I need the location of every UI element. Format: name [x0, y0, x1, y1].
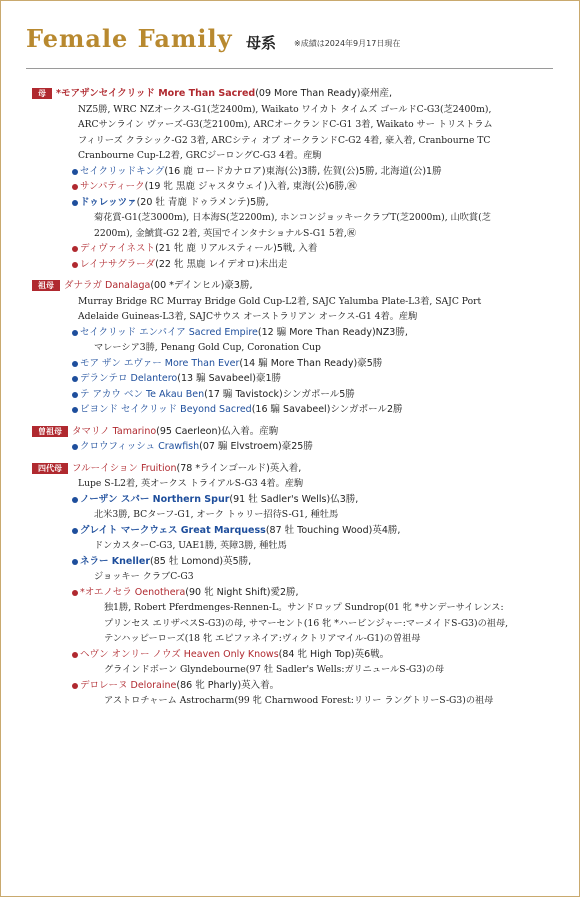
- granddam-heading: [32, 278, 554, 294]
- offspring-name: セイクリッド エンパイア Sacred Empire: [80, 326, 258, 338]
- fourth-dam-info: (78 *ラインゴールド)英入着,: [176, 462, 302, 474]
- offspring-info: (90 牝 Night Shift)愛2勝,: [185, 586, 299, 598]
- offspring-info: (16 騸 Savabeel)シンガポール2勝: [251, 404, 403, 415]
- offspring-info: (13 騸 Savabeel)豪1勝: [177, 373, 281, 384]
- dam-record-line: NZ5勝, WRC NZオークス-G1(芝2400m), Waikato ワイカト タイムズ ゴールドC-G3(芝2400m),: [78, 103, 492, 115]
- offspring-entry: [32, 257, 554, 273]
- offspring-info: (16 鹿 ロードカナロア)東海(公)3勝, 佐賀(公)5勝, 北海道(公)1勝: [164, 165, 442, 177]
- offspring-bullet: [72, 407, 78, 413]
- offspring-name: ネラー Kneller: [80, 555, 151, 567]
- offspring-info: (87 牡 Touching Wood)英4勝,: [265, 524, 401, 536]
- offspring-record-line: ドンカスターC-G3, UAE1勝, 英障3勝, 種牡馬: [94, 540, 287, 551]
- female-family-list: [32, 86, 554, 709]
- offspring-entry: [32, 554, 554, 570]
- granddam-tag: 祖母: [32, 280, 60, 291]
- offspring-record-line: アストロチャーム Astrocharm(99 牝 Charnwood Forest:リリー ラングトリーS-G3)の祖母: [104, 695, 494, 706]
- dam-heading: [32, 86, 554, 102]
- offspring-record-line: 北米3勝, BCターフ-G1, オーク トゥリー招待S-G1, 種牡馬: [94, 509, 339, 520]
- offspring-info: (21 牝 鹿 リアルスティール)5戦, 入着: [155, 243, 318, 254]
- offspring-name: *オエノセラ Oenothera: [80, 586, 186, 598]
- offspring-info: (91 牡 Sadler's Wells)仏3勝,: [229, 493, 359, 505]
- offspring-info: (22 牝 黒鹿 レイデオロ)未出走: [155, 258, 288, 270]
- offspring-bullet: [72, 262, 78, 268]
- dam-record: [32, 102, 554, 164]
- offspring-name: デロレーヌ Deloraine: [80, 679, 177, 691]
- offspring-bullet: [72, 559, 78, 565]
- offspring-info: (84 牝 High Top)英6戦。: [278, 648, 390, 660]
- offspring-bullet: [72, 683, 78, 689]
- dam-record-line: Cranbourne Cup-L2着, GRCジーロングC-G3 4着。産駒: [78, 150, 322, 161]
- offspring-entry: [32, 325, 554, 341]
- granddam-name: ダナラガ Danalaga: [64, 280, 151, 291]
- offspring-entry: [32, 523, 554, 539]
- offspring-name: サンパティーク: [80, 181, 145, 192]
- offspring-bullet: [72, 444, 78, 450]
- offspring-entry: [32, 371, 554, 387]
- great-granddam-name: タマリノ Tamarino: [72, 425, 157, 437]
- offspring-record-line: 菊花賞-G1(芝3000m), 日本海S(芝2200m), ホンコンジョッキークラブT(芝2000m), 山吹賞(芝: [94, 212, 491, 223]
- offspring-entry: [32, 678, 554, 694]
- dam-info: (09 More Than Ready)豪州産,: [255, 88, 392, 99]
- dam-name: *モアザンセイクリッド More Than Sacred: [56, 88, 256, 99]
- offspring-record-line: プリンセス エリザベスS-G3)の母, サマーセント(16 牝 *ハービンジャー:マーメイドS-G3)の祖母,: [104, 617, 509, 629]
- offspring-name: セイクリッドキング: [80, 165, 165, 177]
- offspring-bullet: [72, 590, 78, 596]
- fourth-dam-tag: 四代母: [32, 463, 68, 474]
- offspring-bullet: [72, 376, 78, 382]
- offspring-name: ドゥレッツァ: [80, 196, 137, 208]
- dam-tag: 母: [32, 88, 52, 99]
- as-of-note: ※成績は2024年9月17日現在: [294, 39, 401, 48]
- offspring-name: ビヨンド セイクリッド Beyond Sacred: [80, 404, 252, 415]
- offspring-bullet: [72, 528, 78, 534]
- offspring-info: (07 騸 Elvstroem)豪25勝: [199, 441, 313, 452]
- fourth-dam-heading: [32, 461, 554, 477]
- offspring-name: レイナサグラーダ: [80, 258, 156, 270]
- dam-record-line: ARCサンライン ヴァーズ-G3(芝2100m), ARCオークランドC-G1 3着, Waikato サー トリストラム: [78, 119, 493, 130]
- offspring-info: (86 牝 Pharly)英入着。: [176, 679, 280, 691]
- offspring-name: クロウフィッシュ Crawfish: [80, 441, 200, 452]
- offspring-entry: [32, 387, 554, 403]
- offspring-entry: [32, 492, 554, 508]
- offspring-entry: [32, 356, 554, 372]
- offspring-bullet: [72, 497, 78, 503]
- fourth-dam-record: Lupe S-L2着, 英オークス トライアルS-G3 4着。産駒: [78, 478, 304, 489]
- offspring-entry: [32, 647, 554, 663]
- offspring-name: グレイト マークウェス Great Marquess: [80, 524, 266, 536]
- offspring-info: (85 牡 Lomond)英5勝,: [150, 555, 252, 567]
- offspring-entry: [32, 402, 554, 418]
- offspring-record-line: テンハッピーローズ(18 牝 エピファネイア:ヴィクトリアマイル-G1)の曽祖母: [104, 633, 421, 644]
- dam-record-line: フィリーズ クラシック-G2 3着, ARCシティ オブ オークランドC-G2 4着, 豪入着, Cranbourne TC: [78, 134, 491, 146]
- offspring-bullet: [72, 184, 78, 190]
- great-granddam-info: (95 Caerleon)仏入着。産駒: [156, 425, 279, 437]
- title-jp: 母系: [246, 34, 277, 52]
- fourth-dam-name: フルーイション Fruition: [72, 462, 177, 474]
- offspring-record-line: 独1勝, Robert Pferdmenges-Rennen-L。サンドロップ Sundrop(01 牝 *サンデーサイレンス:: [104, 602, 504, 613]
- offspring-record-line: ジョッキー クラブC-G3: [94, 571, 194, 582]
- offspring-name: モア ザン エヴァー More Than Ever: [80, 357, 240, 369]
- granddam-info: (00 *デインヒル)豪3勝,: [150, 280, 253, 291]
- offspring-bullet: [72, 330, 78, 336]
- offspring-record-line: 2200m), 金鯱賞-G2 2着, 英国でインタナショナルS-G1 5着,㊗: [94, 227, 357, 239]
- header: [26, 24, 556, 64]
- offspring-name: ディヴァイネスト: [80, 243, 156, 254]
- great-granddam-tag: 曽祖母: [32, 426, 68, 437]
- offspring-bullet: [72, 392, 78, 398]
- offspring-entry: [32, 195, 554, 211]
- great-granddam-heading: [32, 424, 554, 440]
- offspring-record-line: グラインドボーン Glyndebourne(97 牡 Sadler's Wells:ガリニュールS-G3)の母: [104, 664, 445, 675]
- header-rule: [26, 68, 553, 69]
- offspring-info: (19 牝 黒鹿 ジャスタウェイ)入着, 東海(公)6勝,㊗: [144, 181, 357, 192]
- offspring-entry: [32, 179, 554, 195]
- offspring-name: ノーザン スパー Northern Spur: [80, 493, 230, 505]
- offspring-bullet: [72, 200, 78, 206]
- offspring-name: ヘヴン オンリー ノウズ Heaven Only Knows: [80, 648, 279, 660]
- granddam-record-line: Murray Bridge RC Murray Bridge Gold Cup-L2着, SAJC Yalumba Plate-L3着, SAJC Port: [78, 295, 482, 307]
- offspring-entry: [32, 164, 554, 180]
- offspring-info: (17 騸 Tavistock)シンガポール5勝: [204, 388, 355, 400]
- offspring-bullet: [72, 361, 78, 367]
- offspring-entry: [32, 241, 554, 257]
- title-en: Female Family: [26, 24, 233, 53]
- offspring-info: (12 騸 More Than Ready)NZ3勝,: [257, 326, 408, 338]
- offspring-info: (20 牡 青鹿 ドゥラメンテ)5勝,: [136, 196, 269, 208]
- offspring-name: デランテロ Delantero: [80, 373, 178, 384]
- offspring-entry: [32, 439, 554, 455]
- offspring-entry: [32, 585, 554, 601]
- offspring-bullet: [72, 652, 78, 658]
- offspring-info: (14 騸 More Than Ready)豪5勝: [239, 357, 383, 369]
- granddam-record: [32, 294, 554, 325]
- offspring-record-line: マレーシア3勝, Penang Gold Cup, Coronation Cup: [94, 342, 321, 353]
- granddam-record-line: Adelaide Guineas-L3着, SAJCサウス オーストラリアン オークス-G1 4着。産駒: [78, 311, 418, 322]
- offspring-bullet: [72, 169, 78, 175]
- offspring-name: テ アカウ ベン Te Akau Ben: [80, 388, 205, 400]
- offspring-bullet: [72, 246, 78, 252]
